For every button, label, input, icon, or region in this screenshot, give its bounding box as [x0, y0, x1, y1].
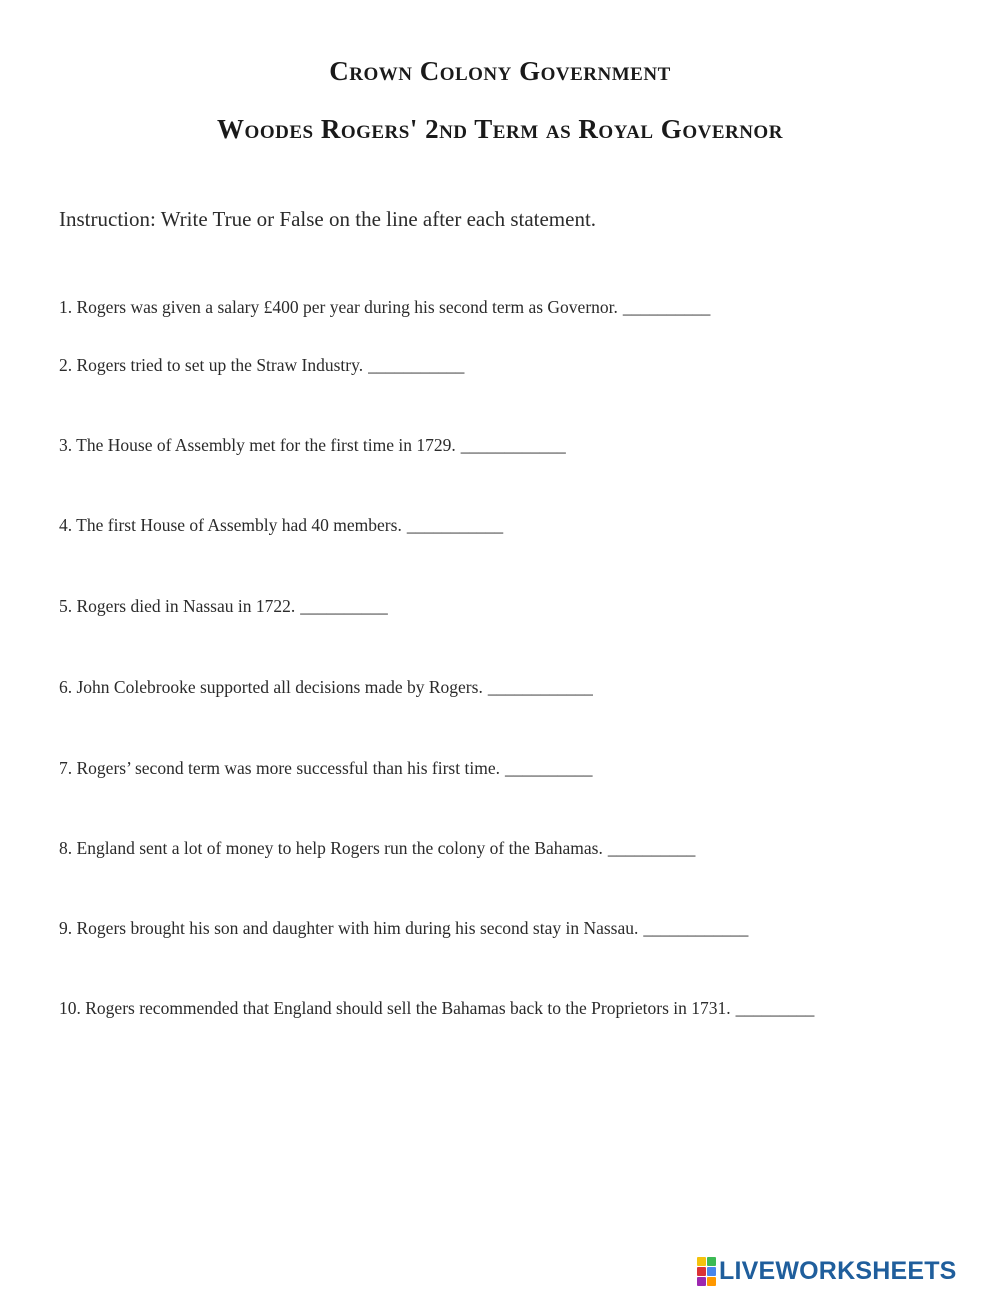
logo-square: [707, 1257, 716, 1266]
liveworksheets-watermark: [697, 1256, 997, 1286]
question-3: [59, 435, 566, 456]
question-text: 5. Rogers died in Nassau in 1722.: [59, 596, 296, 616]
answer-blank[interactable]: ___________: [368, 355, 465, 375]
question-4: [59, 515, 503, 536]
logo-square: [697, 1257, 706, 1266]
instruction-text: Instruction: Write True or False on the line after each statement.: [59, 207, 597, 231]
question-text: 10. Rogers recommended that England should sell the Bahamas back to the Proprietors in 1731.: [59, 998, 731, 1018]
question-text: 3. The House of Assembly met for the first time in 1729.: [59, 435, 456, 455]
watermark-text: LIVEWORKSHEETS: [719, 1256, 957, 1285]
question-8: [59, 838, 695, 859]
answer-blank[interactable]: ____________: [460, 435, 566, 455]
logo-square: [697, 1277, 706, 1286]
question-text: 8. England sent a lot of money to help Rogers run the colony of the Bahamas.: [59, 838, 603, 858]
question-text: 7. Rogers’ second term was more successful than his first time.: [59, 758, 500, 778]
question-1: [59, 297, 710, 318]
worksheet-subtitle: Woodes Rogers' 2nd Term as Royal Governor: [217, 114, 783, 144]
worksheet-title: Crown Colony Government: [329, 56, 671, 86]
liveworksheets-logo-icon: [697, 1257, 716, 1286]
question-2: [59, 355, 464, 376]
question-text: 6. John Colebrooke supported all decisions made by Rogers.: [59, 677, 483, 697]
question-7: [59, 758, 592, 779]
answer-blank[interactable]: ____________: [643, 918, 749, 938]
logo-square: [697, 1267, 706, 1276]
question-text: 2. Rogers tried to set up the Straw Industry.: [59, 355, 364, 375]
question-10: [59, 998, 814, 1019]
answer-blank[interactable]: ____________: [487, 677, 593, 697]
answer-blank[interactable]: ___________: [406, 515, 504, 535]
answer-blank[interactable]: _________: [735, 998, 815, 1018]
question-5: [59, 596, 388, 617]
question-text: 4. The first House of Assembly had 40 members.: [59, 515, 402, 535]
answer-blank[interactable]: __________: [300, 596, 388, 616]
answer-blank[interactable]: __________: [607, 838, 696, 858]
question-text: 9. Rogers brought his son and daughter with him during his second stay in Nassau.: [59, 918, 639, 938]
answer-blank[interactable]: __________: [622, 297, 711, 317]
question-9: [59, 918, 748, 939]
question-text: 1. Rogers was given a salary £400 per year during his second term as Governor.: [59, 297, 618, 317]
logo-square: [707, 1267, 716, 1276]
question-6: [59, 677, 593, 698]
answer-blank[interactable]: __________: [504, 758, 593, 778]
logo-square: [707, 1277, 716, 1286]
